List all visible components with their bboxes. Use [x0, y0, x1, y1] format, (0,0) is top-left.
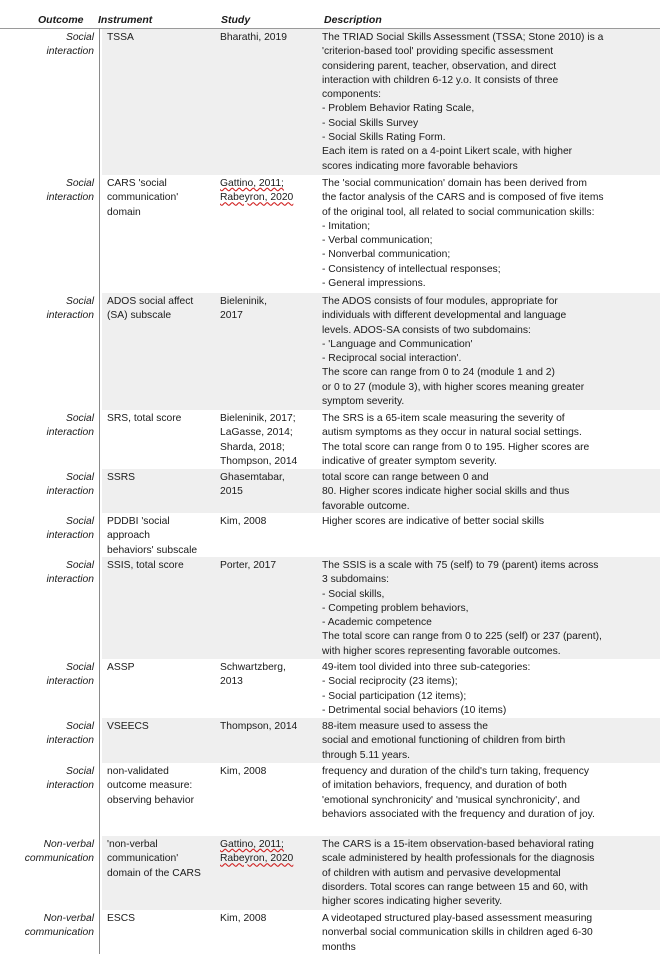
study-cell: Thompson, 2014 — [220, 721, 298, 732]
instrument-cell: TSSA — [107, 32, 134, 43]
instrument-cell: ASSP — [107, 662, 135, 673]
outcome-cell: Social interaction — [46, 472, 94, 498]
instrument-cell: VSEECS — [107, 721, 149, 732]
instrument-cell: SSIS, total score — [107, 560, 184, 571]
outcome-cell: Non-verbal communication — [24, 839, 94, 865]
outcome-cell: Non-verbal communication — [24, 913, 94, 939]
instrument-cell: ADOS social affect (SA) subscale — [107, 296, 194, 322]
header-instrument: Instrument — [98, 14, 153, 26]
description-cell: frequency and duration of the child's turn taking, frequency of imitation behaviors, frequency, and duration of both 'emotional synchronicity' and 'musical synchronicity', and behaviors associated with the frequency and duration of joy. — [322, 766, 595, 820]
outcome-cell: Social interaction — [46, 296, 94, 322]
study-cell: Schwartzberg, 2013 — [220, 662, 286, 688]
study-cell: Gattino, 2011; Rabeyron, 2020 — [220, 839, 294, 865]
description-cell: The TRIAD Social Skills Assessment (TSSA; Stone 2010) is a 'criterion-based tool' providing specific assessment considering parent, teacher, observation, and direct interaction with children 6-12 y.o. It consists of three components: - Problem Behavior Rating Scale, - Social Skills Survey - Social Skills Rating Form. Each item is rated on a 4-point Likert scale, with higher scores indicating more favorable behaviors — [322, 32, 604, 172]
instrument-cell: SSRS — [107, 472, 136, 483]
instrument-cell: non-validated outcome measure: observing behavior — [107, 766, 195, 806]
description-cell: total score can range between 0 and 80. Higher scores indicate higher social skills and thus favorable outcome. — [322, 472, 570, 512]
description-cell: Higher scores are indicative of better social skills — [322, 516, 545, 527]
description-cell: The 'social communication' domain has been derived from the factor analysis of the CARS and is composed of five items of the original tool, all related to social communication skills: - Imitation; - Verbal communication; - Nonverbal communication; - Consistency of intellectual responses; - General impressions. — [322, 178, 604, 290]
outcome-cell: Social interaction — [46, 32, 94, 58]
description-cell: The SSIS is a scale with 75 (self) to 79 (parent) items across 3 subdomains: - Social skills, - Competing problem behaviors, - Academic competence The total score can range from 0 to 225 (self) or 237 (parent), with higher scores representing favorable outcomes. — [322, 560, 602, 657]
table-header — [0, 11, 660, 29]
study-cell: Bieleninik, 2017 — [220, 296, 267, 322]
description-cell: 49-item tool divided into three sub-categories: - Social reciprocity (23 items); - Social participation (12 items); - Detrimental social behaviors (10 items) — [322, 662, 531, 716]
study-cell: Porter, 2017 — [220, 560, 277, 571]
header-study: Study — [221, 14, 251, 26]
outcome-cell: Social interaction — [46, 766, 94, 792]
description-cell: The ADOS consists of four modules, appropriate for individuals with different developmental and language levels. ADOS-SA consists of two subdomains: - 'Language and Communication' - Reciprocal social interaction'. The score can range from 0 to 24 (module 1 and 2) or 0 to 27 (module 3), with higher scores meaning greater symptom severity. — [322, 296, 585, 408]
description-cell: A videotaped structured play-based assessment measuring nonverbal social communication skills in children aged 6-30 months — [322, 913, 593, 953]
outcome-cell: Social interaction — [46, 560, 94, 586]
description-cell: The SRS is a 65-item scale measuring the severity of autism symptoms as they occur in natural social settings. The total score can range from 0 to 195. Higher scores are indicative of greater symptom severity. — [322, 413, 590, 467]
study-cell: Kim, 2008 — [220, 516, 267, 527]
instrument-cell: 'non-verbal communication' domain of the CARS — [107, 839, 201, 879]
study-cell: Gattino, 2011; Rabeyron, 2020 — [220, 178, 294, 204]
study-cell: Kim, 2008 — [220, 766, 267, 777]
column-divider — [99, 28, 100, 954]
study-cell: Bieleninik, 2017; LaGasse, 2014; Sharda, 2018; Thompson, 2014 — [220, 413, 298, 467]
study-cell: Bharathi, 2019 — [220, 32, 287, 43]
header-outcome: Outcome — [38, 14, 84, 26]
study-cell: Ghasemtabar, 2015 — [220, 472, 285, 498]
description-cell: 88-item measure used to assess the social and emotional functioning of children from birth through 5.11 years. — [322, 721, 566, 761]
instrument-cell: CARS 'social communication' domain — [107, 178, 179, 218]
outcome-cell: Social interaction — [46, 516, 94, 542]
results-table — [0, 11, 660, 954]
outcome-cell: Social interaction — [46, 413, 94, 439]
instrument-cell: PDDBI 'social approach behaviors' subscale — [107, 516, 198, 556]
header-description: Description — [324, 14, 382, 26]
study-cell: Kim, 2008 — [220, 913, 267, 924]
description-cell: The CARS is a 15-item observation-based behavioral rating scale administered by health professionals for the diagnosis of children with autism and pervasive developmental disorders. Total scores can range between 15 and 60, with higher scores indicating higher severity. — [322, 839, 595, 908]
outcome-cell: Social interaction — [46, 178, 94, 204]
outcome-cell: Social interaction — [46, 662, 94, 688]
instrument-cell: SRS, total score — [107, 413, 182, 424]
outcome-cell: Social interaction — [46, 721, 94, 747]
instrument-cell: ESCS — [107, 913, 136, 924]
